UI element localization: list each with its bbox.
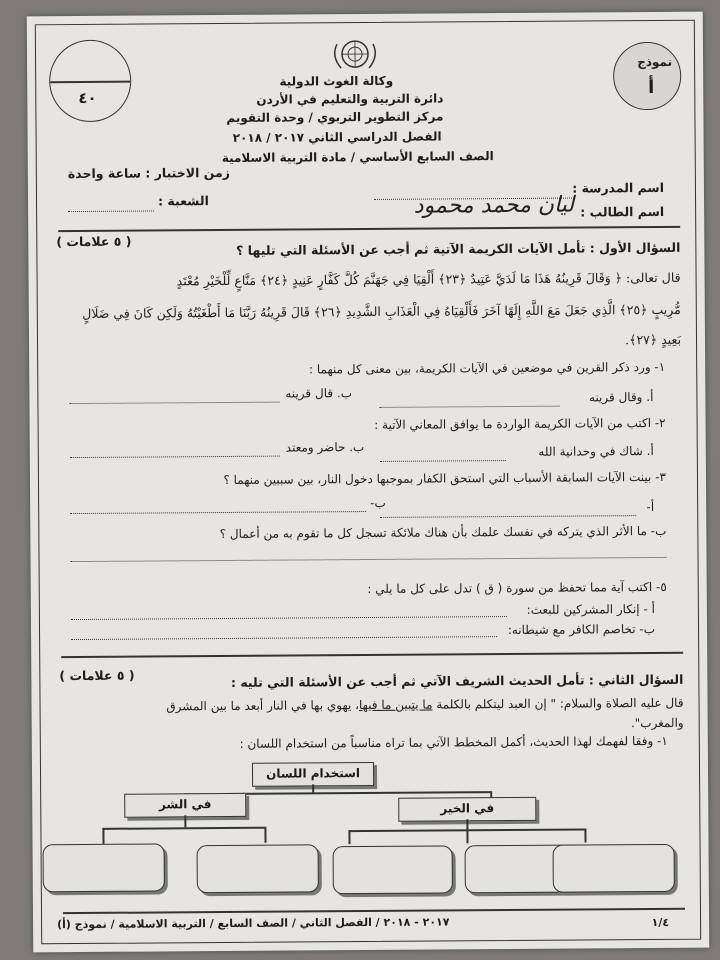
q1-item1b: ب. قال قرينه xyxy=(285,386,353,401)
q1-marks: ( ٥ علامات ) xyxy=(56,233,132,250)
un-emblem-icon xyxy=(315,36,395,77)
q1-verse-line2: مُّرِيبٍ ﴿٢٥﴾ الَّذِي جَعَلَ مَعَ اللَّهِ إِلَهًا آخَرَ فَأَلْقِيَاهُ فِي الْعَذَابِ الشَّدِيدِ ﴿٢٦﴾ قَالَ قَرِينُهُ رَبَّنَا مَا أَطْغَيْتُهُ وَلَكِن كَانَ فِي ضَلَالٍ xyxy=(82,301,681,321)
page-number: ١/٤ xyxy=(651,915,670,930)
diagram-root: استخدام اللسان xyxy=(252,762,374,787)
connector-good-left xyxy=(348,830,350,844)
exam-time: زمن الاختبار : ساعة واحدة xyxy=(67,164,230,182)
diagram-bad: في الشر xyxy=(124,793,246,818)
exam-paper xyxy=(27,12,710,953)
header-grade-subject: الصف السابع الأساسي / مادة التربية الاسلامية xyxy=(221,149,494,166)
student-name-handwritten: ليان محمد محمود xyxy=(413,192,575,219)
answer-box-bad-2[interactable] xyxy=(197,844,319,893)
q1-item5: ٥- اكتب آية مما تحفظ من سورة ( ق ) تدل على كل ما يلي : xyxy=(367,579,667,597)
header-institution: دائرة التربية والتعليم في الأردن xyxy=(256,91,444,107)
q2-hadith-part-b: ، يهوي بها في النار أبعد ما بين المشرق xyxy=(166,698,360,714)
q1-item3a: أ- xyxy=(646,500,655,515)
q2-item1: ١- وفقا لفهمك لهذا الحديث، أكمل المخطط الآتي بما تراه مناسباً من استخدام اللسان : xyxy=(239,733,668,751)
q1-item2: ٢- اكتب من الآيات الكريمة الواردة ما يوافق المعاني الآتية : xyxy=(374,415,666,432)
student-label: اسم الطالب : xyxy=(580,203,665,220)
header-semester: الفصل الدراسي الثاني ٢٠١٧ / ٢٠١٨ xyxy=(232,129,442,145)
q2-title: السؤال الثاني : تأمل الحديث الشريف الآتي ثم أجب عن الأسئلة التي تليه : xyxy=(230,671,684,690)
answer-box-good-3[interactable] xyxy=(553,844,675,893)
section-label: الشعبة : xyxy=(157,193,209,209)
total-mark: ٤٠ xyxy=(78,88,97,108)
q1-item1: ١- ورد ذكر القرين في موضعين في الآيات الكريمة، بين معنى كل منهما : xyxy=(308,359,666,377)
model-stamp xyxy=(613,42,681,110)
q2-hadith-part-a: قال عليه الصلاة والسلام: " إن العبد ليتكلم بالكلمة xyxy=(432,695,684,712)
q2-hadith-underlined: ما يتبين ما فيها xyxy=(358,697,433,713)
connector-bad-left xyxy=(102,828,104,844)
school-label: اسم المدرسة : xyxy=(572,179,665,196)
header-center: مركز التطوير التربوي / وحدة التقويم xyxy=(226,109,444,125)
answer-box-good-1[interactable] xyxy=(333,845,453,894)
model-stamp-number: أ xyxy=(648,76,655,99)
connector-bad-right xyxy=(264,827,266,843)
footer-info: ٢٠١٧ - ٢٠١٨ / الفصل الثاني / الصف السابع / التربية الاسلامية / نموذج (أ) xyxy=(57,915,450,932)
q1-verse-line1: قال تعالى: ﴿ وَقَالَ قَرِينُهُ هَذَا مَا لَدَيَّ عَتِيدٌ ﴿٢٣﴾ أَلْقِيَا فِي جَهَنَّمَ كُلَّ كَفَّارٍ عَنِيدٍ ﴿٢٤﴾ مَنَّاعٍ لِّلْخَيْرِ مُعْتَدٍ xyxy=(176,269,681,289)
q1-item3: ٣- بينت الآيات السابقة الأسباب التي استحق الكفار بموجبها دخول النار، بين سببين منهما ؟ xyxy=(223,469,667,488)
connector-good-right xyxy=(584,828,586,842)
q1-title: السؤال الأول : تأمل الآيات الكريمة الآتية ثم أجب عن الأسئلة التي تليها ؟ xyxy=(236,239,681,258)
logo-text: وكالة الغوث الدولية xyxy=(279,73,394,89)
diagram-good: في الخير xyxy=(398,797,536,822)
q2-hadith-line2: والمغرب". xyxy=(630,715,684,731)
unrwa-logo xyxy=(315,36,395,77)
connector-bad-down xyxy=(184,815,186,827)
answer-box-bad-1[interactable] xyxy=(43,843,165,892)
connector-root-down xyxy=(312,784,314,792)
q1-item4: ب- ما الأثر الذي يتركه في نفسك علمك بأن هناك ملائكة تسجل كل ما تقوم به من أعمال ؟ xyxy=(219,523,667,542)
q1-item5a: أ - إنكار المشركين للبعث: xyxy=(526,602,655,617)
q2-marks: ( ٥ علامات ) xyxy=(59,667,135,684)
q1-item3b: ب- xyxy=(370,495,386,510)
q1-item2b: ب. حاضر ومعتد xyxy=(285,440,365,455)
q1-item2a: أ. شاك في وحدانية الله xyxy=(538,444,654,459)
q1-item1a: أ. وقال قرينه xyxy=(588,390,654,405)
connector-good-down xyxy=(466,819,468,829)
model-stamp-label: نموذج xyxy=(637,54,673,70)
q1-item5b: ب- تخاصم الكافر مع شيطانه: xyxy=(507,621,656,638)
q1-verse-line3: بَعِيدٍ ﴿٢٧﴾. xyxy=(625,331,682,348)
total-mark-circle xyxy=(49,40,132,123)
connector-good-mid xyxy=(466,829,468,843)
